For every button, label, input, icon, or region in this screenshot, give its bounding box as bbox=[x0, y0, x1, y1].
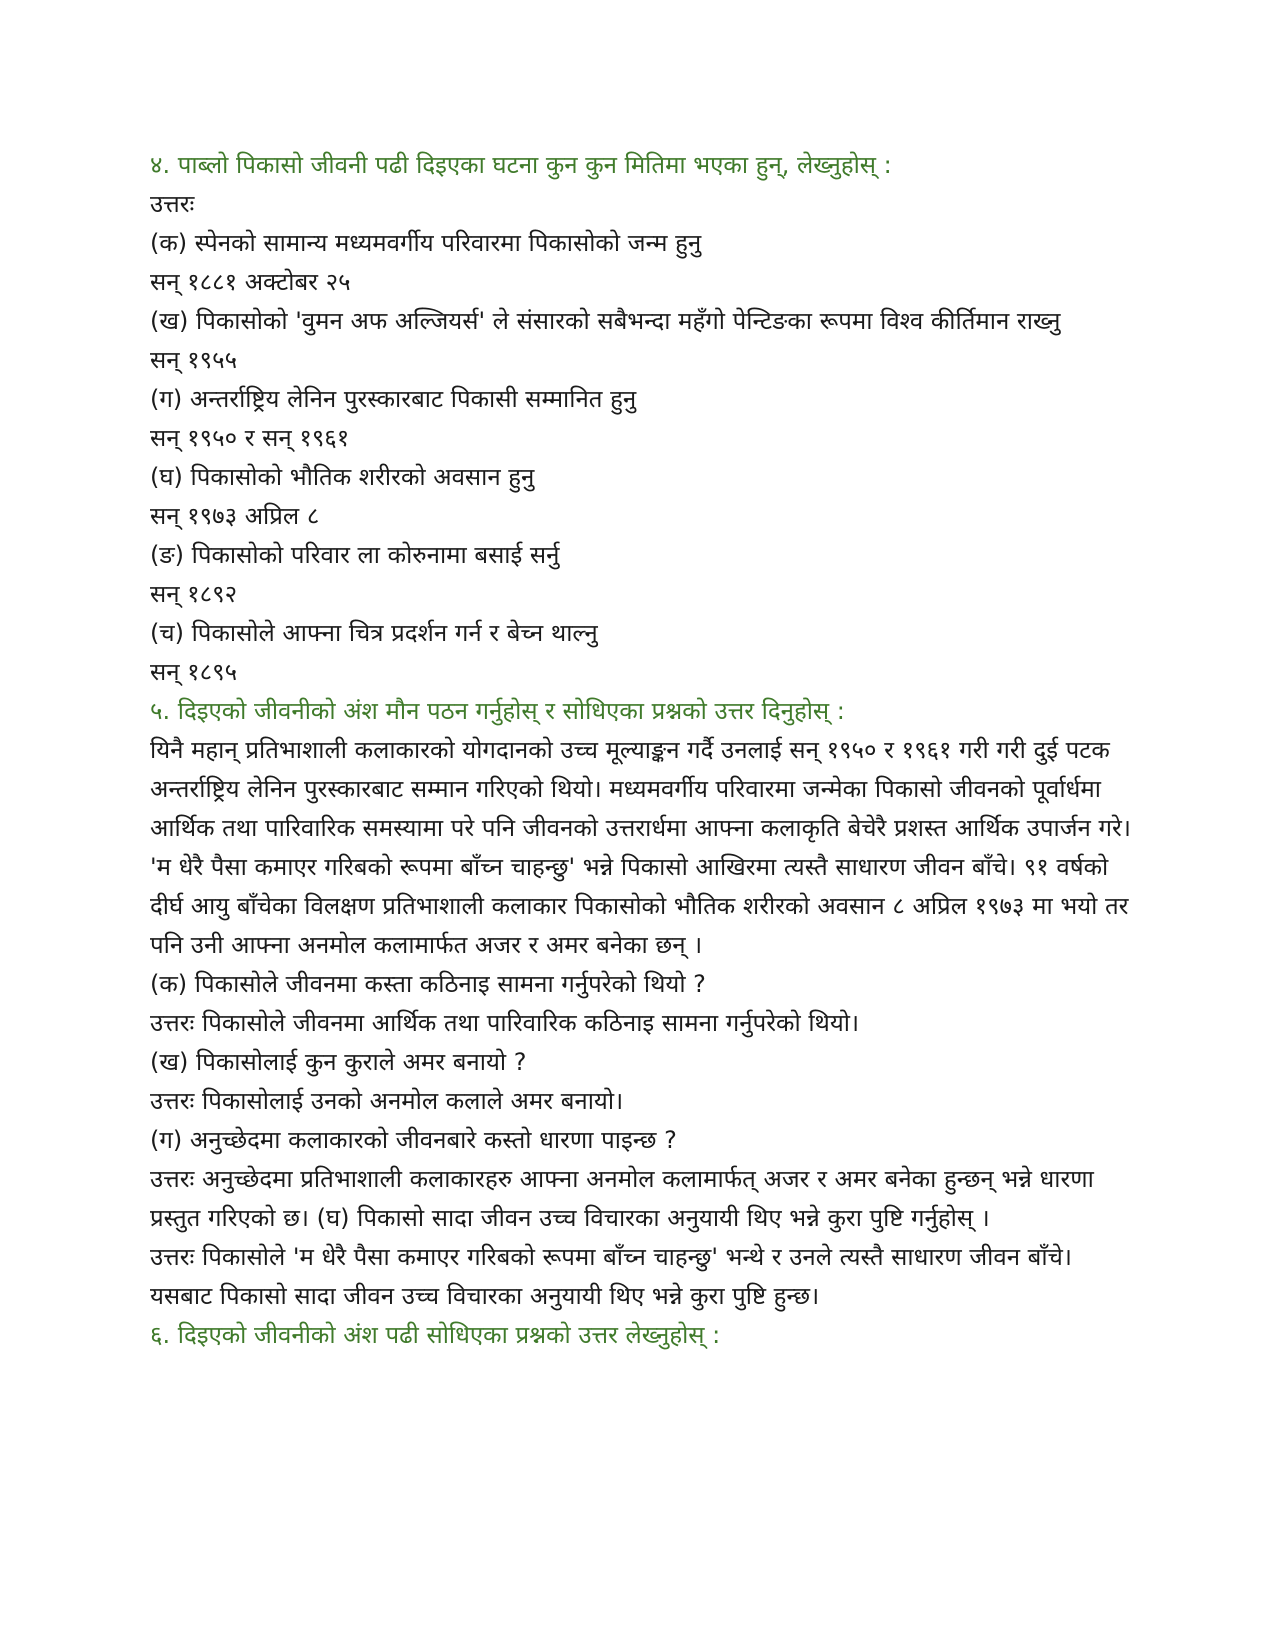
q5-answer-ka: उत्तरः पिकासोले जीवनमा आर्थिक तथा पारिवारिक कठिनाइ सामना गर्नुपरेको थियो। bbox=[150, 1009, 860, 1037]
answer-label: उत्तरः bbox=[150, 190, 195, 218]
q4-event-ga: (ग) अन्तर्राष्ट्रिय लेनिन पुरस्कारबाट पिकासी सम्मानित हुनु bbox=[150, 385, 637, 413]
q5-question-ga: (ग) अनुच्छेदमा कलाकारको जीवनबारे कस्तो धारणा पाइन्छ ? bbox=[150, 1126, 677, 1154]
q4-event-nga: (ङ) पिकासोको परिवार ला कोरुनामा बसाई सर्नु bbox=[150, 541, 560, 569]
q5-answer-ga: उत्तरः अनुच्छेदमा प्रतिभाशाली कलाकारहरु आफ्ना अनमोल कलामार्फत् अजर र अमर बनेका हुन्छन् भन्ने धारणा प्रस्तुत गरिएको छ। (घ) पिकासो सादा जीवन उच्च विचारका अनुयायी थिए भन्ने कुरा पुष्टि गर्नुहोस् । bbox=[150, 1165, 1094, 1232]
q5-question-kha: (ख) पिकासोलाई कुन कुराले अमर बनायो ? bbox=[150, 1048, 527, 1076]
q5-question-ka: (क) पिकासोले जीवनमा कस्ता कठिनाइ सामना गर्नुपरेको थियो ? bbox=[150, 970, 706, 998]
q4-date-nga: सन् १८९२ bbox=[150, 580, 238, 608]
q4-date-kha: सन् १९५५ bbox=[150, 346, 238, 374]
q4-date-ga: सन् १९५० र सन् १९६१ bbox=[150, 424, 350, 452]
question-5-heading: ५. दिइएको जीवनीको अंश मौन पठन गर्नुहोस् र सोधिएका प्रश्नको उत्तर दिनुहोस् : bbox=[150, 697, 845, 725]
q4-event-gha: (घ) पिकासोको भौतिक शरीरको अवसान हुनु bbox=[150, 463, 535, 491]
q5-answer-kha: उत्तरः पिकासोलाई उनको अनमोल कलाले अमर बनायो। bbox=[150, 1087, 624, 1115]
question-4-heading: ४. पाब्लो पिकासो जीवनी पढी दिइएका घटना कुन कुन मितिमा भएका हुन्, लेख्नुहोस् : bbox=[150, 151, 892, 179]
q4-event-ka: (क) स्पेनको सामान्य मध्यमवर्गीय परिवारमा पिकासोको जन्म हुनु bbox=[150, 229, 702, 257]
q5-answer-gha: उत्तरः पिकासोले 'म धेरै पैसा कमाएर गरिबको रूपमा बाँच्न चाहन्छु' भन्थे र उनले त्यस्तै साधारण जीवन बाँचे। यसबाट पिकासो सादा जीवन उच्च विचारका अनुयायी थिए भन्ने कुरा पुष्टि हुन्छ। bbox=[150, 1243, 1072, 1310]
q4-event-kha: (ख) पिकासोको 'वुमन अफ अल्जियर्स' ले संसारको सबैभन्दा महँगो पेन्टिङका रूपमा विश्व कीर्तिमान राख्नु bbox=[150, 307, 1061, 335]
question-6-heading: ६. दिइएको जीवनीको अंश पढी सोधिएका प्रश्नको उत्तर लेख्नुहोस् : bbox=[150, 1321, 721, 1349]
q5-passage: यिनै महान् प्रतिभाशाली कलाकारको योगदानको उच्च मूल्याङ्कन गर्दै उनलाई सन् १९५० र १९६१ गरी गरी दुई पटक अन्तर्राष्ट्रिय लेनिन पुरस्कारबाट सम्मान गरिएको थियो। मध्यमवर्गीय परिवारमा जन्मेका पिकासो जीवनको पूर्वार्धमा आर्थिक तथा पारिवारिक समस्यामा परे पनि जीवनको उत्तरार्धमा आफ्ना कलाकृति बेचेरै प्रशस्त आर्थिक उपार्जन गरे। 'म धेरै पैसा कमाएर गरिबको रूपमा बाँच्न चाहन्छु' भन्ने पिकासो आखिरमा त्यस्तै साधारण जीवन बाँचे। ९१ वर्षको दीर्घ आयु बाँचेका विलक्षण प्रतिभाशाली कलाकार पिकासोको भौतिक शरीरको अवसान ८ अप्रिल १९७३ मा भयो तर पनि उनी आफ्ना अनमोल कलामार्फत अजर र अमर बनेका छन् । bbox=[150, 736, 1131, 959]
q4-event-cha: (च) पिकासोले आफ्ना चित्र प्रदर्शन गर्न र बेच्न थाल्नु bbox=[150, 619, 598, 647]
document-body bbox=[150, 146, 1140, 1355]
q4-date-ka: सन् १८८१ अक्टोबर २५ bbox=[150, 268, 351, 296]
q4-date-gha: सन् १९७३ अप्रिल ८ bbox=[150, 502, 320, 530]
q4-date-cha: सन् १८९५ bbox=[150, 658, 238, 686]
